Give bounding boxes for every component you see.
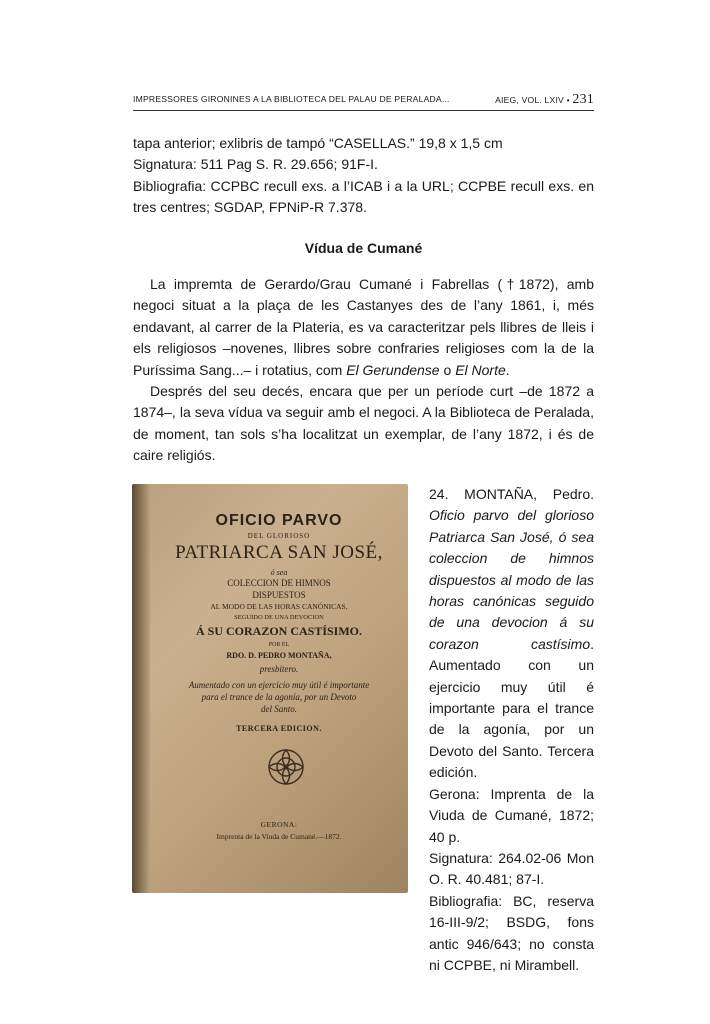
book-spine-edge — [132, 484, 150, 893]
book-title: Oficio parvo del glorioso Patriarca San José, ó sea coleccion de himnos dispuestos al modo de las horas canónicas seguido de una devocion á su corazon castísimo — [429, 507, 594, 652]
running-title: IMPRESSORES GIRONINES A LA BIBLIOTECA DEL PALAU DE PERALADA... — [133, 94, 450, 104]
book-cover — [150, 484, 408, 893]
book-title-rest: . Aumentado con un ejercicio muy útil é importante para el trance de la agonía, por un Devoto del Santo. Tercera edición. — [429, 635, 594, 781]
catalog-entry — [429, 484, 594, 976]
cover-line: Imprenta de la Viuda de Cumané.—1872. — [216, 832, 342, 841]
cover-line: DISPUESTOS — [252, 590, 306, 600]
entry-line-bibliography: Bibliografia: CCPBC recull exs. a l’ICAB i a la URL; CCPBE recull exs. en tres centres; SGDAP, FPNiP-R 7.378. — [133, 177, 594, 216]
journal-name: AIEG, VOL. LXIV — [495, 95, 564, 105]
cover-line: OFICIO PARVO — [215, 512, 343, 529]
cover-line: AL MODO DE LAS HORAS CANÓNICAS, — [210, 602, 348, 611]
cover-line: presbítero. — [259, 664, 299, 674]
section-body — [133, 274, 594, 467]
cover-line: SEGUIDO DE UNA DEVOCION — [234, 614, 324, 621]
cover-line: GERONA: — [260, 820, 298, 829]
cover-line: Aumentado con un ejercicio muy útil é importante — [188, 680, 370, 690]
cover-line: DEL GLORIOSO — [247, 532, 311, 540]
cover-line: ó sea — [270, 568, 288, 577]
cover-line: TERCERA EDICION. — [236, 724, 322, 733]
entry-line-binding: tapa anterior; exlibris de tampó “CASELLAS.” 19,8 x 1,5 cm — [133, 135, 503, 151]
cover-line: del Santo. — [261, 704, 297, 714]
catalog-bibliography: Bibliografia: BC, reserva 16-III-9/2; BSDG, fons antic 946/643; no consta ni CCPBE, ni Mirambell. — [429, 892, 594, 973]
section-heading: Vídua de Cumané — [304, 240, 423, 256]
entry-line-signature: Signatura: 511 Pag S. R. 29.656; 91F-I. — [133, 156, 378, 173]
cover-line: PATRIARCA SAN JOSÉ, — [175, 542, 383, 563]
catalog-imprint: Gerona: Imprenta de la Viuda de Cumané, 1872; 40 p. — [429, 785, 594, 845]
running-header — [133, 90, 594, 111]
cover-line: COLECCION DE HIMNOS — [227, 578, 331, 588]
paragraph-1-end: . — [505, 361, 510, 378]
catalog-description — [429, 484, 594, 784]
page-number: 231 — [572, 92, 594, 107]
header-bullet: • — [566, 95, 570, 105]
cover-line: Á SU CORAZON CASTÍSIMO. — [195, 624, 363, 638]
paragraph-1-text: La impremta de Gerardo/Grau Cumané i Fabrellas (†1872), amb negoci situat a la plaça de les Castanyes des de l’any 1861, i, més endavant, al carrer de la Plateria, es va caracteritzar pels llibres de lleis i els religiosos –novenes, llibres sobre confraries religioses com la de la Puríssima Sang...– i rotatius, com — [133, 276, 594, 378]
newspaper-title: El Norte — [455, 361, 506, 378]
cover-line: RDO. D. PEDRO MONTAÑA, — [226, 651, 332, 660]
previous-entry-continuation — [133, 133, 594, 219]
book-cover-photo — [132, 484, 408, 893]
entry-number-author: 24. MONTAÑA, Pedro. — [429, 486, 594, 502]
newspaper-title: El Gerundense — [346, 361, 440, 378]
paragraph-2: Després del seu decés, encara que per un període curt –de 1872 a 1874–, la seva vídua va seguir amb el negoci. A la Biblioteca de Peralada, de moment, tan sols s’ha localitzat un exemplar, de l’any 1872, i és de caire religiós. — [133, 383, 594, 464]
catalog-signature: Signatura: 264.02-06 Mon O. R. 40.481; 87-I. — [429, 849, 594, 888]
paragraph-1 — [133, 274, 594, 381]
paragraph-1-conj: o — [439, 361, 456, 378]
cover-line: POR EL — [268, 642, 290, 648]
cover-line: para el trance de la agonía, por un Devoto — [201, 692, 357, 702]
printer-ornament-icon — [265, 746, 307, 788]
journal-and-page — [495, 92, 594, 108]
